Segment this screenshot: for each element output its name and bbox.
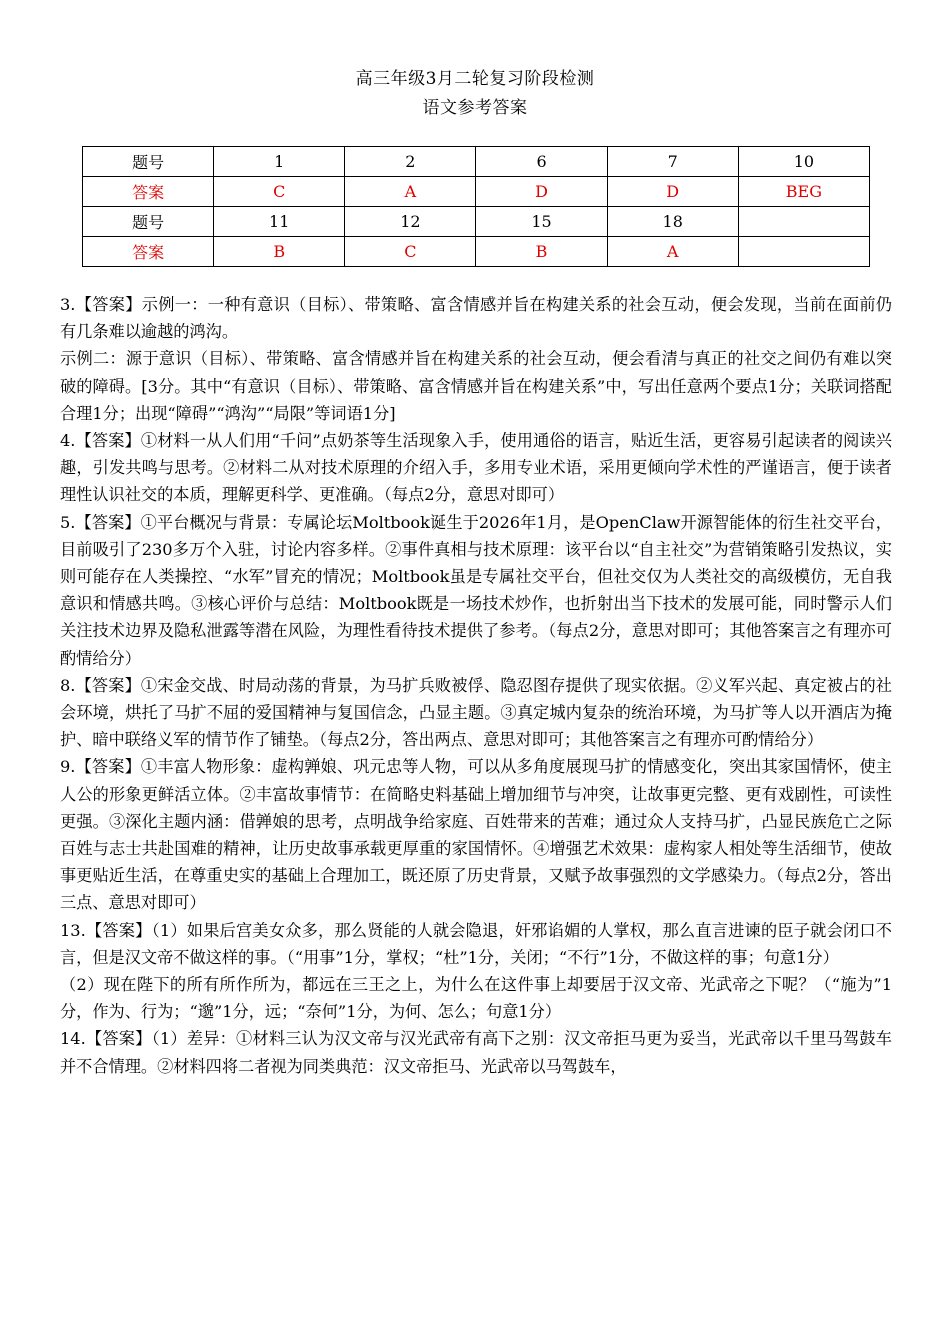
answer-paragraph: 示例二：源于意识（目标）、带策略、富含情感并旨在构建关系的社会互动，便会看清与真正的社交之间仍有难以突破的障碍。[3分。其中“有意识（目标）、带策略、富含情感并旨在构建关系”中，写出任意两个要点1分；关联词搭配合理1分；出现“障碍”“鸿沟”“局限”等词语1分]	[60, 349, 892, 423]
table-cell: 6	[476, 147, 607, 177]
answer-row	[83, 177, 870, 207]
table-cell: D	[476, 177, 607, 207]
table-cell: A	[345, 177, 476, 207]
table-cell	[738, 237, 869, 267]
answer-table	[82, 146, 870, 267]
answer-paragraph: 14.【答案】（1）差异：①材料三认为汉文帝与汉光武帝有高下之别：汉文帝拒马更为妥当，光武帝以千里马驾鼓车并不合情理。②材料四将二者视为同类典范：汉文帝拒马、光武帝以马驾鼓车，	[60, 1029, 892, 1076]
table-cell: 2	[345, 147, 476, 177]
table-cell: B	[476, 237, 607, 267]
answer-paragraph: 8.【答案】①宋金交战、时局动荡的背景，为马扩兵败被俘、隐忍图存提供了现实依据。②义军兴起、真定被占的社会环境，烘托了马扩不屈的爱国精神与复国信念，凸显主题。③真定城内复杂的统治环境，为马扩等人以开酒店为掩护、暗中联络义军的情节作了铺垫。（每点2分，答出两点、意思对即可；其他答案言之有理亦可酌情给分）	[60, 675, 892, 750]
answer-paragraph: 5.【答案】①平台概况与背景：专属论坛Moltbook诞生于2026年1月，是OpenClaw开源智能体的衍生社交平台，目前吸引了230多万个入驻，讨论内容多样。②事件真相与技术原理：该平台以“自主社交”为营销策略引发热议，实则可能存在人类操控、“水军”冒充的情况；Moltbook虽是专属社交平台，但社交仅为人类社交的高级模仿，无自我意识和情感共鸣。③核心评价与总结：Moltbook既是一场技术炒作，也折射出当下技术的发展可能，同时警示人们关注技术边界及隐私泄露等潜在风险，为理性看待技术提供了参考。（每点2分，意思对即可；其他答案言之有理亦可酌情给分）	[60, 512, 892, 668]
answer-body	[60, 291, 892, 1080]
row-header-cell: 答案	[83, 237, 214, 267]
row-header-cell: 题号	[83, 147, 214, 177]
table-cell: B	[214, 237, 345, 267]
answer-row	[83, 237, 870, 267]
table-cell: 12	[345, 207, 476, 237]
question-number-row	[83, 147, 870, 177]
table-cell: C	[345, 237, 476, 267]
row-header-cell: 答案	[83, 177, 214, 207]
answer-paragraph: （2）现在陛下的所有所作所为，都远在三王之上，为什么在这件事上却要居于汉文帝、光武帝之下呢？（“施为”1分，作为、行为；“邈”1分，远；“奈何”1分，为何、怎么；句意1分）	[60, 975, 892, 1022]
table-cell: C	[214, 177, 345, 207]
answer-paragraph: 9.【答案】①丰富人物形象：虚构亸娘、巩元忠等人物，可以从多角度展现马扩的情感变化，突出其家国情怀，使主人公的形象更鲜活立体。②丰富故事情节：在简略史料基础上增加细节与冲突，让故事更完整、更有戏剧性，可读性更强。③深化主题内涵：借亸娘的思考，点明战争给家庭、百姓带来的苦难；通过众人支持马扩，凸显民族危亡之际百姓与志士共赴国难的精神，让历史故事承载更厚重的家国情怀。④增强艺术效果：虚构家人相处等生活细节，使故事更贴近生活，在尊重史实的基础上合理加工，既还原了历史背景，又赋予故事强烈的文学感染力。（每点2分，答出三点、意思对即可）	[60, 757, 892, 913]
table-cell: 7	[607, 147, 738, 177]
table-cell: 10	[738, 147, 869, 177]
answer-paragraph: 4.【答案】①材料一从人们用“千问”点奶茶等生活现象入手，使用通俗的语言，贴近生活，更容易引起读者的阅读兴趣，引发共鸣与思考。②材料二从对技术原理的介绍入手，多用专业术语，采用更倾向学术性的严谨语言，便于读者理性认识社交的本质，理解更科学、更准确。（每点2分，意思对即可）	[60, 431, 892, 505]
table-cell: 15	[476, 207, 607, 237]
table-cell: 18	[607, 207, 738, 237]
question-number-row	[83, 207, 870, 237]
table-cell: 11	[214, 207, 345, 237]
table-cell: D	[607, 177, 738, 207]
answer-paragraph: 13.【答案】（1）如果后宫美女众多，那么贤能的人就会隐退，奸邪谄媚的人掌权，那么直言进谏的臣子就会闭口不言，但是汉文帝不做这样的事。（“用事”1分，掌权；“杜”1分，关闭；“不行”1分，不做这样的事；句意1分）	[60, 920, 892, 967]
row-header-cell: 题号	[83, 207, 214, 237]
table-cell: A	[607, 237, 738, 267]
table-cell	[738, 207, 869, 237]
answer-paragraph: 3.【答案】示例一：一种有意识（目标）、带策略、富含情感并旨在构建关系的社会互动，便会发现，当前在面前仍有几条难以逾越的鸿沟。	[60, 295, 892, 342]
table-cell: BEG	[738, 177, 869, 207]
table-cell: 1	[214, 147, 345, 177]
document-subtitle: 语文参考答案	[422, 98, 528, 118]
document-title: 高三年级3月二轮复习阶段检测	[355, 69, 595, 89]
